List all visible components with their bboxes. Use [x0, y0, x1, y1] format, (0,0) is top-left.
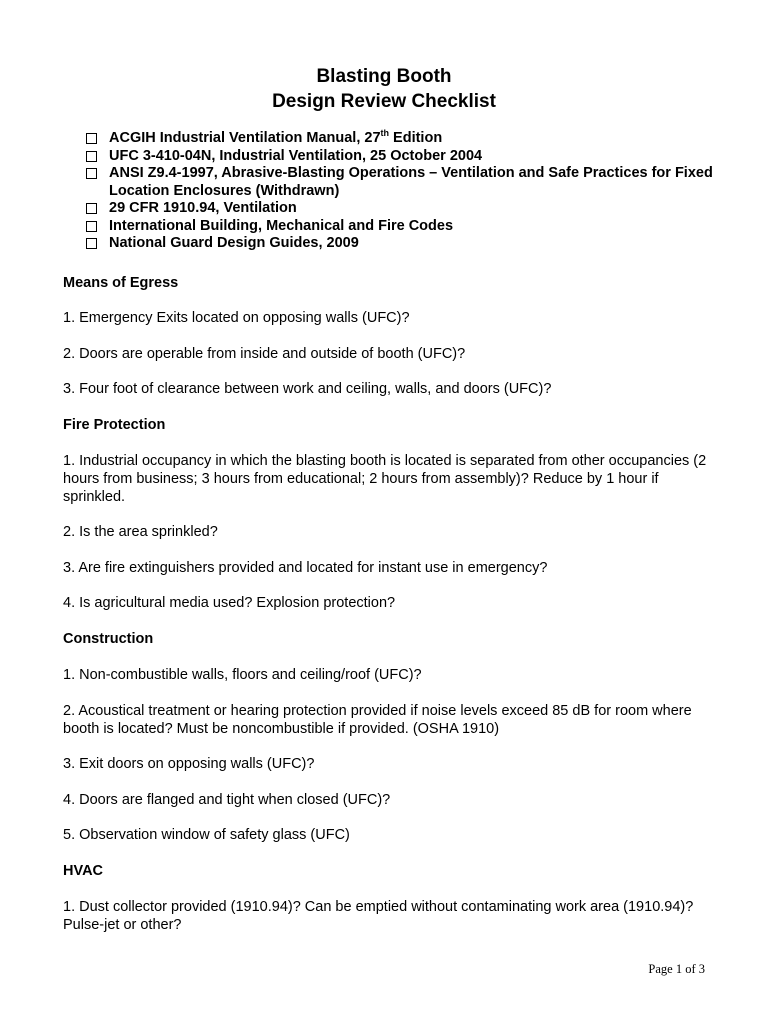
checklist-item: 3. Four foot of clearance between work and ceiling, walls, and doors (UFC)?: [63, 381, 552, 397]
checkbox-icon: [86, 151, 97, 162]
reference-text: UFC 3-410-04N, Industrial Ventilation, 25 October 2004: [109, 147, 483, 164]
document-subtitle: Design Review Checklist: [272, 91, 496, 112]
reference-item: [86, 200, 726, 218]
checklist-item: 1. Non-combustible walls, floors and ceiling/roof (UFC)?: [63, 667, 422, 683]
section-heading-construction: Construction: [63, 631, 154, 647]
checkbox-icon: [86, 133, 97, 144]
page-number: Page 1 of 3: [648, 962, 705, 976]
reference-text: 29 CFR 1910.94, Ventilation: [109, 200, 297, 216]
checklist-item: 1. Emergency Exits located on opposing walls (UFC)?: [63, 310, 410, 326]
reference-item: [86, 235, 726, 253]
checklist-item: 4. Doors are flanged and tight when closed (UFC)?: [63, 792, 391, 808]
reference-text: ACGIH Industrial Ventilation Manual, 27: [109, 130, 381, 146]
reference-text: National Guard Design Guides, 2009: [109, 235, 359, 251]
checklist-item: 1. Dust collector provided (1910.94)? Can be emptied without contaminating work area (1910.94)? Pulse-jet or other?: [63, 899, 694, 933]
reference-text-tail: Edition: [389, 130, 443, 146]
reference-text: ANSI Z9.4-1997, Abrasive-Blasting Operations – Ventilation and Safe Practices for Fixed Location Enclosures (Withdrawn): [109, 165, 713, 199]
checklist-item: 2. Is the area sprinkled?: [63, 524, 218, 540]
checklist-item: 4. Is agricultural media used? Explosion protection?: [63, 595, 396, 611]
reference-item: [86, 165, 726, 200]
reference-item: [86, 130, 726, 148]
reference-item: [86, 148, 726, 166]
checkbox-icon: [86, 203, 97, 214]
checklist-item: 3. Exit doors on opposing walls (UFC)?: [63, 756, 315, 772]
section-heading-hvac: HVAC: [63, 863, 104, 879]
reference-list: [86, 130, 726, 253]
checklist-item: 1. Industrial occupancy in which the blasting booth is located is separated from other occupancies (2 hours from business; 3 hours from educational; 2 hours from assembly)? Reduce by 1 hour if sprinkled.: [63, 453, 707, 505]
checkbox-icon: [86, 168, 97, 179]
reference-superscript: th: [380, 128, 390, 138]
checklist-item: 2. Acoustical treatment or hearing protection provided if noise levels exceed 85 dB for room where booth is located? Must be noncombustible if provided. (OSHA 1910): [63, 703, 692, 737]
document-title: Blasting Booth: [316, 66, 452, 87]
checklist-item: 2. Doors are operable from inside and outside of booth (UFC)?: [63, 346, 466, 362]
checkbox-icon: [86, 238, 97, 249]
checklist-item: 5. Observation window of safety glass (UFC): [63, 827, 350, 843]
section-heading-fire: Fire Protection: [63, 417, 166, 433]
checklist-item: 3. Are fire extinguishers provided and located for instant use in emergency?: [63, 560, 548, 576]
reference-text: International Building, Mechanical and Fire Codes: [109, 217, 454, 234]
checkbox-icon: [86, 221, 97, 232]
reference-item: [86, 218, 726, 236]
section-heading-egress: Means of Egress: [63, 275, 179, 291]
